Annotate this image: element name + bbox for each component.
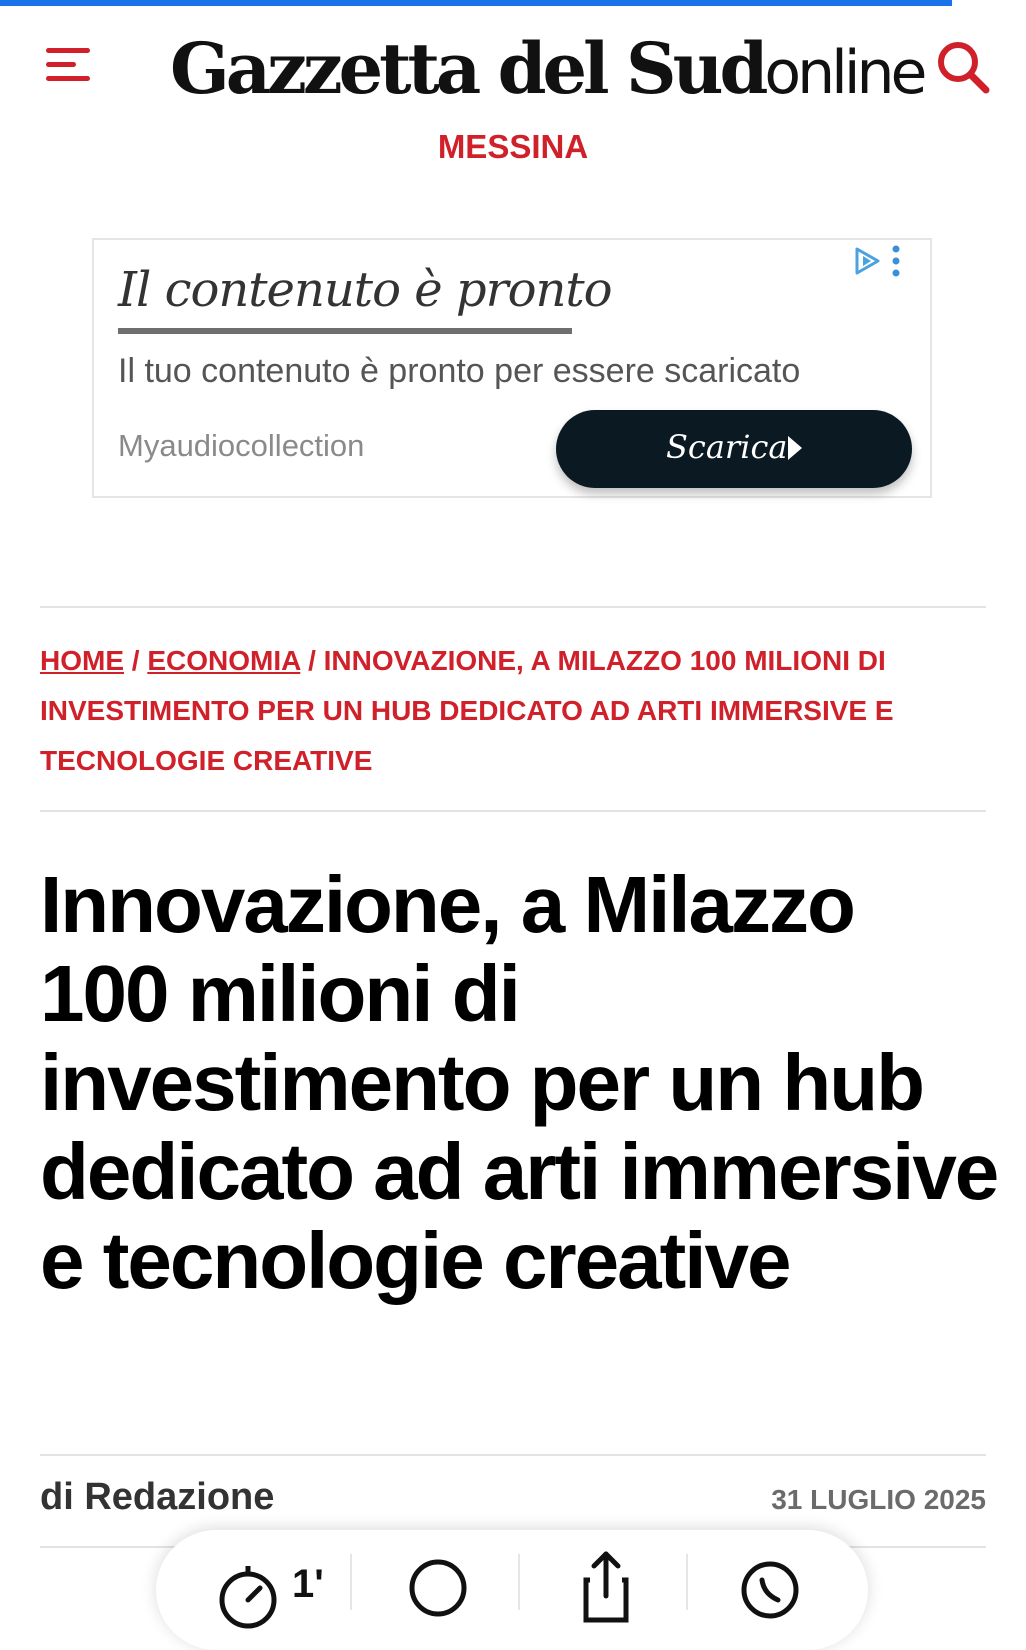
search-icon[interactable] xyxy=(934,38,990,94)
ad-title-underline xyxy=(118,328,572,334)
divider xyxy=(40,606,986,608)
ad-download-button[interactable] xyxy=(556,410,912,488)
publish-date: 31 LUGLIO 2025 xyxy=(771,1484,986,1515)
breadcrumb-home[interactable]: HOME xyxy=(40,645,124,676)
ad-advertiser: Myaudiocollection xyxy=(118,428,365,463)
comments-button[interactable] xyxy=(352,1530,522,1630)
ad-title[interactable]: Il contenuto è pronto xyxy=(118,262,612,318)
whatsapp-button[interactable] xyxy=(688,1530,858,1630)
byline-prefix: di xyxy=(40,1476,74,1518)
menu-icon[interactable] xyxy=(46,48,90,82)
whatsapp-icon xyxy=(728,1544,808,1624)
breadcrumb-separator: / xyxy=(131,645,140,676)
share-icon xyxy=(566,1544,646,1624)
logo-online-text: online xyxy=(764,38,924,108)
section-label[interactable]: MESSINA xyxy=(437,128,589,165)
reading-progress-bar xyxy=(0,0,952,6)
ad-banner[interactable] xyxy=(92,238,932,498)
byline xyxy=(40,1476,274,1519)
article-headline: Innovazione, a Milazzo 100 milioni di investimento per un hub dedicato ad arti immersive e tecnologie creative xyxy=(40,860,998,1305)
read-time-button[interactable] xyxy=(178,1530,348,1630)
divider xyxy=(40,1454,986,1456)
ad-body-text: Il tuo contenuto è pronto per essere scaricato xyxy=(118,352,801,390)
play-arrow-icon xyxy=(788,436,802,460)
site-logo[interactable] xyxy=(170,24,924,114)
comment-icon xyxy=(398,1544,478,1624)
breadcrumb-economia[interactable]: ECONOMIA xyxy=(147,645,301,676)
adchoices-icon[interactable] xyxy=(852,246,882,276)
logo-main-text: Gazzetta del Sud xyxy=(170,27,765,110)
read-time-label: 1' xyxy=(292,1562,324,1606)
byline-author[interactable]: Redazione xyxy=(84,1476,275,1518)
breadcrumb-separator: / xyxy=(308,645,316,676)
timer-icon xyxy=(208,1552,288,1632)
ad-options-icon[interactable] xyxy=(890,244,902,278)
ad-button-label: Scarica xyxy=(666,428,788,466)
share-button[interactable] xyxy=(520,1530,690,1630)
article-action-bar xyxy=(156,1530,868,1650)
breadcrumb-current: INNOVAZIONE, A MILAZZO 100 MILIONI DI INVESTIMENTO PER UN HUB DEDICATO AD ARTI IMMERSIVE E TECNOLOGIE CREATIVE xyxy=(40,645,894,776)
breadcrumb xyxy=(40,636,980,786)
divider xyxy=(40,810,986,812)
